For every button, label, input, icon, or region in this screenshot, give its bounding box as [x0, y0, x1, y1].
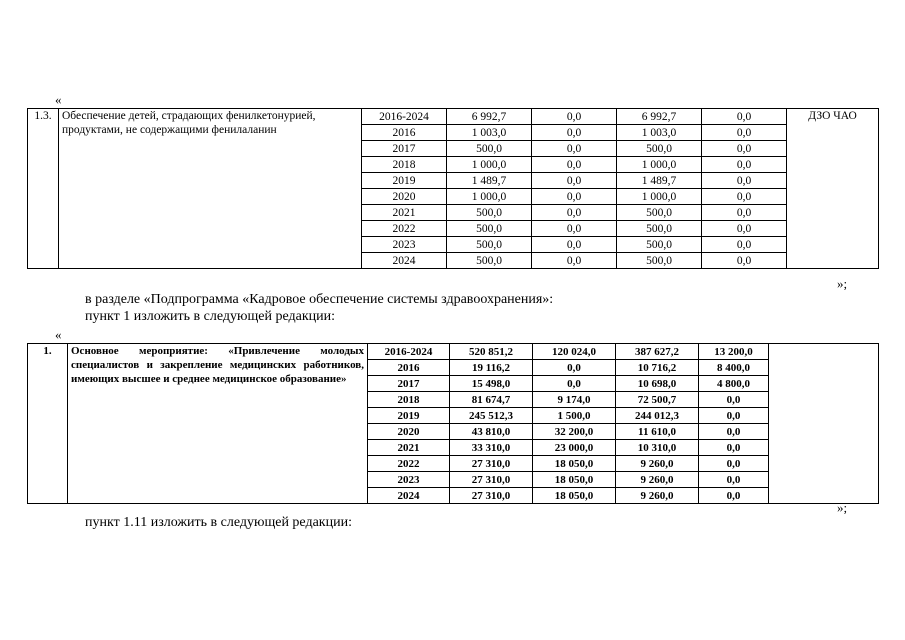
- period-cell: 2017: [362, 141, 447, 157]
- source1-cell: 0,0: [532, 173, 617, 189]
- period-cell: 2016-2024: [362, 109, 447, 125]
- closing-quote-2: »;: [837, 500, 848, 515]
- total-cell: 15 498,0: [450, 376, 533, 392]
- source1-cell: 18 050,0: [533, 456, 616, 472]
- source3-cell: 4 800,0: [699, 376, 769, 392]
- source3-cell: 0,0: [702, 237, 787, 253]
- total-cell: 500,0: [447, 221, 532, 237]
- table-staffing: [27, 343, 879, 504]
- source2-cell: 6 992,7: [617, 109, 702, 125]
- period-cell: 2022: [362, 221, 447, 237]
- total-cell: 43 810,0: [450, 424, 533, 440]
- source2-cell: 500,0: [617, 237, 702, 253]
- source1-cell: 0,0: [532, 237, 617, 253]
- source1-cell: 9 174,0: [533, 392, 616, 408]
- source1-cell: 0,0: [532, 125, 617, 141]
- source1-cell: 32 200,0: [533, 424, 616, 440]
- period-cell: 2023: [368, 472, 450, 488]
- measure-description: Основное мероприятие: «Привлечение молодых специалистов и закрепление медицинских работников, имеющих высшее и среднее медицинское образование»: [68, 344, 368, 504]
- source2-cell: 9 260,0: [616, 456, 699, 472]
- source2-cell: 72 500,7: [616, 392, 699, 408]
- source3-cell: 0,0: [699, 456, 769, 472]
- total-cell: 81 674,7: [450, 392, 533, 408]
- period-cell: 2017: [368, 376, 450, 392]
- period-cell: 2018: [368, 392, 450, 408]
- source2-cell: 500,0: [617, 205, 702, 221]
- total-cell: 1 489,7: [447, 173, 532, 189]
- source3-cell: 0,0: [699, 392, 769, 408]
- source1-cell: 0,0: [532, 253, 617, 269]
- total-cell: 1 003,0: [447, 125, 532, 141]
- period-cell: 2020: [368, 424, 450, 440]
- source2-cell: 9 260,0: [616, 488, 699, 504]
- source2-cell: 387 627,2: [616, 344, 699, 360]
- source2-cell: 500,0: [617, 141, 702, 157]
- source3-cell: 0,0: [702, 173, 787, 189]
- source2-cell: 1 489,7: [617, 173, 702, 189]
- source3-cell: 0,0: [699, 424, 769, 440]
- source2-cell: 10 698,0: [616, 376, 699, 392]
- total-cell: 500,0: [447, 205, 532, 221]
- source3-cell: 0,0: [702, 221, 787, 237]
- source2-cell: 10 716,2: [616, 360, 699, 376]
- source3-cell: 0,0: [702, 109, 787, 125]
- period-cell: 2024: [362, 253, 447, 269]
- source1-cell: 18 050,0: [533, 472, 616, 488]
- source1-cell: 23 000,0: [533, 440, 616, 456]
- period-cell: 2016: [362, 125, 447, 141]
- table-row: [28, 109, 879, 125]
- source2-cell: 1 003,0: [617, 125, 702, 141]
- period-cell: 2019: [362, 173, 447, 189]
- total-cell: 500,0: [447, 253, 532, 269]
- paragraph-section-ref: в разделе «Подпрограмма «Кадровое обеспечение системы здравоохранения»:: [85, 292, 554, 307]
- total-cell: 1 000,0: [447, 189, 532, 205]
- opening-quote-1: «: [55, 92, 62, 107]
- opening-quote-2: «: [55, 327, 62, 342]
- executor-cell: [769, 344, 879, 504]
- source1-cell: 0,0: [532, 221, 617, 237]
- paragraph-item1-instruction: пункт 1 изложить в следующей редакции:: [85, 309, 335, 324]
- executor-cell: ДЗО ЧАО: [787, 109, 879, 269]
- source2-cell: 10 310,0: [616, 440, 699, 456]
- period-cell: 2016: [368, 360, 450, 376]
- source3-cell: 0,0: [702, 189, 787, 205]
- total-cell: 33 310,0: [450, 440, 533, 456]
- total-cell: 6 992,7: [447, 109, 532, 125]
- source2-cell: 11 610,0: [616, 424, 699, 440]
- period-cell: 2018: [362, 157, 447, 173]
- total-cell: 27 310,0: [450, 488, 533, 504]
- source2-cell: 500,0: [617, 221, 702, 237]
- total-cell: 520 851,2: [450, 344, 533, 360]
- period-cell: 2021: [368, 440, 450, 456]
- source1-cell: 18 050,0: [533, 488, 616, 504]
- source3-cell: 0,0: [702, 141, 787, 157]
- source1-cell: 0,0: [532, 109, 617, 125]
- source3-cell: 0,0: [699, 408, 769, 424]
- total-cell: 27 310,0: [450, 456, 533, 472]
- row-number: 1.: [28, 344, 68, 504]
- source1-cell: 0,0: [532, 141, 617, 157]
- period-cell: 2016-2024: [368, 344, 450, 360]
- paragraph-item111-instruction: пункт 1.11 изложить в следующей редакции:: [85, 515, 352, 530]
- source1-cell: 0,0: [533, 360, 616, 376]
- row-number: 1.3.: [28, 109, 59, 269]
- source3-cell: 0,0: [702, 205, 787, 221]
- source3-cell: 8 400,0: [699, 360, 769, 376]
- source1-cell: 0,0: [532, 157, 617, 173]
- source1-cell: 1 500,0: [533, 408, 616, 424]
- period-cell: 2023: [362, 237, 447, 253]
- source3-cell: 0,0: [699, 440, 769, 456]
- table-row: [28, 344, 879, 360]
- total-cell: 500,0: [447, 141, 532, 157]
- source3-cell: 0,0: [702, 125, 787, 141]
- source3-cell: 0,0: [699, 488, 769, 504]
- source2-cell: 244 012,3: [616, 408, 699, 424]
- measure-description: Обеспечение детей, страдающих фенилкетонурией, продуктами, не содержащими фенилаланин: [59, 109, 362, 269]
- source1-cell: 0,0: [532, 205, 617, 221]
- source2-cell: 9 260,0: [616, 472, 699, 488]
- total-cell: 1 000,0: [447, 157, 532, 173]
- closing-quote-1: »;: [837, 276, 848, 291]
- source3-cell: 13 200,0: [699, 344, 769, 360]
- source1-cell: 120 024,0: [533, 344, 616, 360]
- period-cell: 2019: [368, 408, 450, 424]
- period-cell: 2021: [362, 205, 447, 221]
- source3-cell: 0,0: [702, 253, 787, 269]
- total-cell: 19 116,2: [450, 360, 533, 376]
- total-cell: 245 512,3: [450, 408, 533, 424]
- period-cell: 2024: [368, 488, 450, 504]
- source3-cell: 0,0: [699, 472, 769, 488]
- source2-cell: 500,0: [617, 253, 702, 269]
- period-cell: 2020: [362, 189, 447, 205]
- source1-cell: 0,0: [533, 376, 616, 392]
- total-cell: 27 310,0: [450, 472, 533, 488]
- source3-cell: 0,0: [702, 157, 787, 173]
- source1-cell: 0,0: [532, 189, 617, 205]
- source2-cell: 1 000,0: [617, 189, 702, 205]
- table-phenylketonuria: [27, 108, 879, 269]
- source2-cell: 1 000,0: [617, 157, 702, 173]
- period-cell: 2022: [368, 456, 450, 472]
- total-cell: 500,0: [447, 237, 532, 253]
